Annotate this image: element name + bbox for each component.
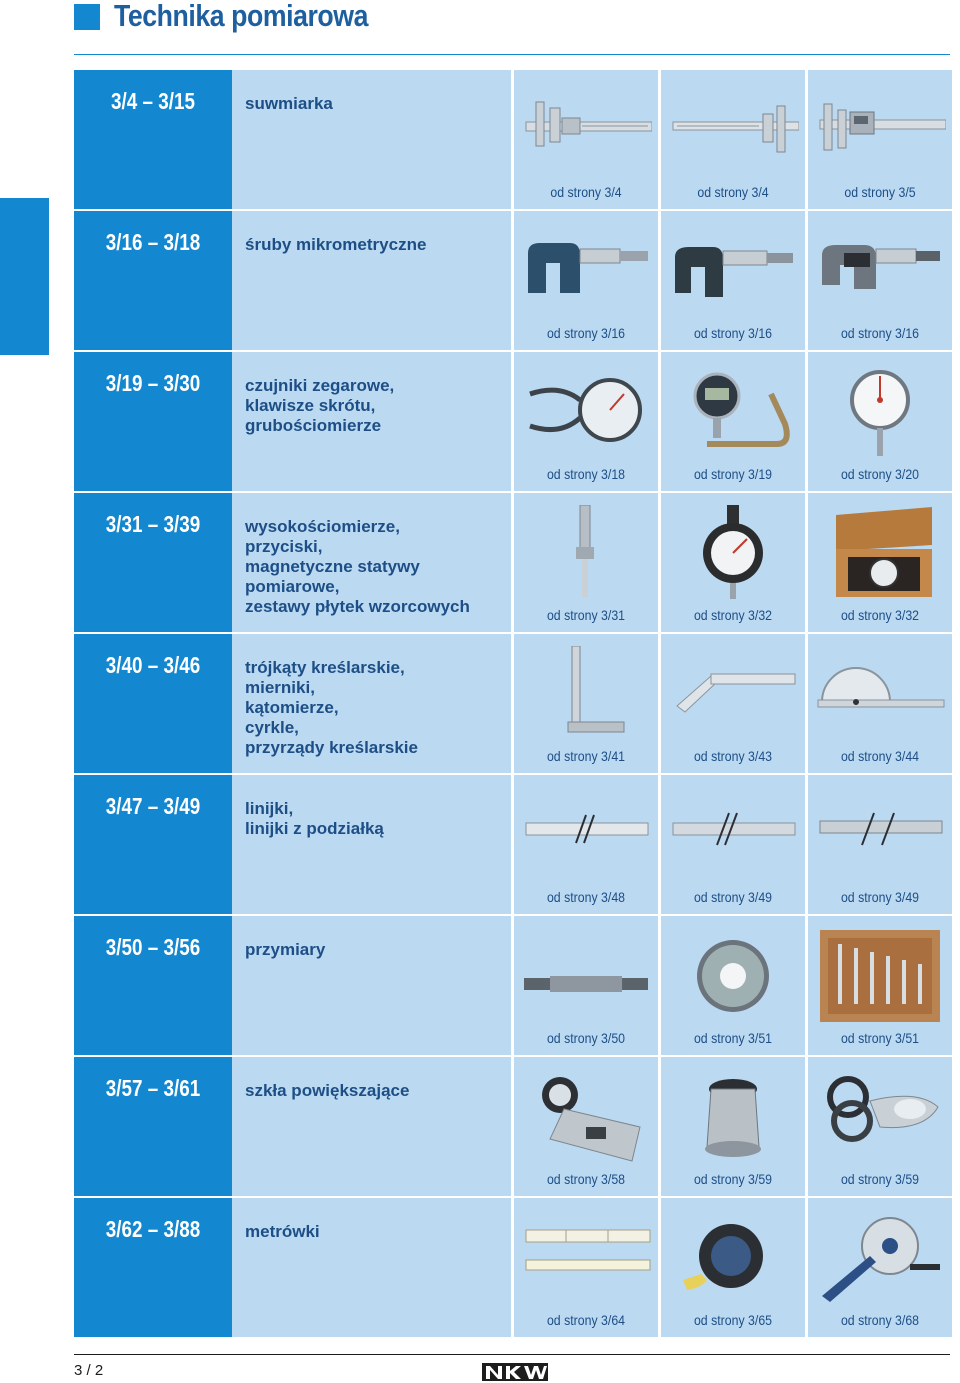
page-reference: od strony 3/16 bbox=[693, 325, 773, 341]
gauge-set-icon bbox=[814, 928, 946, 1024]
caliper-icon bbox=[520, 82, 652, 178]
product-cell[interactable] bbox=[661, 1057, 805, 1196]
page-reference: od strony 3/65 bbox=[693, 1312, 773, 1328]
thickness-gauge-icon bbox=[520, 364, 652, 460]
product-cell[interactable] bbox=[808, 493, 952, 632]
magnifier-icon bbox=[520, 1069, 652, 1165]
product-cell[interactable] bbox=[661, 1198, 805, 1337]
product-cell[interactable] bbox=[514, 775, 658, 914]
page-reference: od strony 3/4 bbox=[697, 184, 769, 200]
product-cell[interactable] bbox=[514, 493, 658, 632]
caliper-icon bbox=[667, 82, 799, 178]
category-cell bbox=[232, 1198, 511, 1337]
product-cell[interactable] bbox=[514, 634, 658, 773]
header-square-icon bbox=[74, 4, 100, 30]
category-cell bbox=[232, 211, 511, 350]
product-cell[interactable] bbox=[808, 916, 952, 1055]
category-title: trójkąty kreślarskie, mierniki, kątomierze, cyrkle, przyrządy kreślarskie bbox=[245, 658, 418, 757]
product-cell[interactable] bbox=[661, 70, 805, 209]
page-reference: od strony 3/49 bbox=[693, 889, 773, 905]
page-range-cell bbox=[74, 1198, 232, 1337]
page-number: 3 / 2 bbox=[74, 1362, 104, 1379]
category-cell bbox=[232, 70, 511, 209]
category-title: śruby mikrometryczne bbox=[245, 235, 427, 254]
category-cell bbox=[232, 916, 511, 1055]
table-row bbox=[74, 775, 952, 916]
page-reference: od strony 3/58 bbox=[546, 1171, 626, 1187]
table-row bbox=[74, 634, 952, 775]
product-cell[interactable] bbox=[661, 493, 805, 632]
product-cell[interactable] bbox=[661, 775, 805, 914]
gauge-case-icon bbox=[814, 505, 946, 601]
category-cell bbox=[232, 634, 511, 773]
page-reference: od strony 3/59 bbox=[840, 1171, 920, 1187]
page-range: 3/50 – 3/56 bbox=[105, 934, 201, 960]
product-cell[interactable] bbox=[808, 70, 952, 209]
product-cell[interactable] bbox=[514, 1057, 658, 1196]
micrometer-icon bbox=[667, 223, 799, 319]
ruler-icon bbox=[814, 787, 946, 883]
measuring-wheel-icon bbox=[814, 1210, 946, 1306]
page-reference: od strony 3/5 bbox=[844, 184, 916, 200]
category-title: szkła powiększające bbox=[245, 1081, 410, 1100]
page-reference: od strony 3/48 bbox=[546, 889, 626, 905]
page-reference: od strony 3/51 bbox=[693, 1030, 773, 1046]
page-range-cell bbox=[74, 70, 232, 209]
brand-logo-icon bbox=[482, 1361, 548, 1383]
page-range-cell bbox=[74, 352, 232, 491]
page-reference: od strony 3/59 bbox=[693, 1171, 773, 1187]
table-row bbox=[74, 352, 952, 493]
page-range-cell bbox=[74, 211, 232, 350]
product-cell[interactable] bbox=[514, 211, 658, 350]
product-cell[interactable] bbox=[514, 1198, 658, 1337]
page-range: 3/40 – 3/46 bbox=[105, 652, 201, 678]
dial-indicator-icon bbox=[814, 364, 946, 460]
table-row bbox=[74, 1198, 952, 1339]
product-cell[interactable] bbox=[808, 1057, 952, 1196]
page-reference: od strony 3/68 bbox=[840, 1312, 920, 1328]
page-range-cell bbox=[74, 493, 232, 632]
product-cell[interactable] bbox=[808, 1198, 952, 1337]
product-cell[interactable] bbox=[808, 352, 952, 491]
folding-rule-icon bbox=[520, 1210, 652, 1306]
page-reference: od strony 3/41 bbox=[546, 748, 626, 764]
protractor-icon bbox=[814, 646, 946, 742]
page-reference: od strony 3/64 bbox=[546, 1312, 626, 1328]
dial-probe-icon bbox=[667, 505, 799, 601]
page-reference: od strony 3/44 bbox=[840, 748, 920, 764]
category-title: suwmiarka bbox=[245, 94, 333, 113]
square-icon bbox=[520, 646, 652, 742]
page-reference: od strony 3/31 bbox=[546, 607, 626, 623]
product-cell[interactable] bbox=[808, 634, 952, 773]
table-row bbox=[74, 916, 952, 1057]
page-range-cell bbox=[74, 634, 232, 773]
page-reference: od strony 3/32 bbox=[693, 607, 773, 623]
angle-ruler-icon bbox=[667, 646, 799, 742]
category-cell bbox=[232, 775, 511, 914]
ruler-icon bbox=[667, 787, 799, 883]
page-range-cell bbox=[74, 916, 232, 1055]
product-cell[interactable] bbox=[808, 775, 952, 914]
catalog-table bbox=[74, 70, 952, 1339]
page-reference: od strony 3/18 bbox=[546, 466, 626, 482]
ring-gauge-icon bbox=[667, 928, 799, 1024]
side-tab-marker bbox=[0, 198, 49, 355]
page-range-cell bbox=[74, 1057, 232, 1196]
category-title: czujniki zegarowe, klawisze skrótu, grubościomierze bbox=[245, 376, 395, 435]
page-range: 3/16 – 3/18 bbox=[105, 229, 201, 255]
page-reference: od strony 3/19 bbox=[693, 466, 773, 482]
page-reference: od strony 3/20 bbox=[840, 466, 920, 482]
page-range-cell bbox=[74, 775, 232, 914]
category-title: przymiary bbox=[245, 940, 326, 959]
product-cell[interactable] bbox=[661, 352, 805, 491]
page-range: 3/4 – 3/15 bbox=[111, 88, 195, 114]
loupe-icon bbox=[667, 1069, 799, 1165]
product-cell[interactable] bbox=[514, 916, 658, 1055]
page-reference: od strony 3/51 bbox=[840, 1030, 920, 1046]
category-cell bbox=[232, 1057, 511, 1196]
ruler-icon bbox=[520, 787, 652, 883]
category-title: wysokościomierze, przyciski, magnetyczne statywy pomiarowe, zestawy płytek wzorcowych bbox=[245, 517, 470, 616]
micrometer-icon bbox=[814, 223, 946, 319]
tape-measure-icon bbox=[667, 1210, 799, 1306]
product-cell[interactable] bbox=[514, 70, 658, 209]
caliper-icon bbox=[814, 82, 946, 178]
product-cell[interactable] bbox=[661, 634, 805, 773]
probe-icon bbox=[520, 505, 652, 601]
category-title: linijki, linijki z podziałką bbox=[245, 799, 384, 838]
folding-magnifier-icon bbox=[814, 1069, 946, 1165]
page-reference: od strony 3/43 bbox=[693, 748, 773, 764]
table-row bbox=[74, 493, 952, 634]
page-title: Technika pomiarowa bbox=[114, 0, 368, 33]
page-range: 3/47 – 3/49 bbox=[105, 793, 201, 819]
page-reference: od strony 3/4 bbox=[550, 184, 622, 200]
product-cell[interactable] bbox=[661, 211, 805, 350]
table-row bbox=[74, 211, 952, 352]
table-row bbox=[74, 1057, 952, 1198]
page-range: 3/62 – 3/88 bbox=[105, 1216, 201, 1242]
page-reference: od strony 3/32 bbox=[840, 607, 920, 623]
page-range: 3/57 – 3/61 bbox=[105, 1075, 201, 1101]
category-title: metrówki bbox=[245, 1222, 320, 1241]
page-reference: od strony 3/16 bbox=[546, 325, 626, 341]
digital-thickness-gauge-icon bbox=[667, 364, 799, 460]
category-cell bbox=[232, 493, 511, 632]
page-range: 3/19 – 3/30 bbox=[105, 370, 201, 396]
micrometer-icon bbox=[520, 223, 652, 319]
product-cell[interactable] bbox=[808, 211, 952, 350]
page-reference: od strony 3/16 bbox=[840, 325, 920, 341]
header-divider bbox=[74, 54, 950, 55]
table-row bbox=[74, 70, 952, 211]
footer-divider bbox=[74, 1354, 950, 1355]
page-reference: od strony 3/50 bbox=[546, 1030, 626, 1046]
plug-gauge-icon bbox=[520, 928, 652, 1024]
category-cell bbox=[232, 352, 511, 491]
page-range: 3/31 – 3/39 bbox=[105, 511, 201, 537]
page-reference: od strony 3/49 bbox=[840, 889, 920, 905]
product-cell[interactable] bbox=[661, 916, 805, 1055]
product-cell[interactable] bbox=[514, 352, 658, 491]
